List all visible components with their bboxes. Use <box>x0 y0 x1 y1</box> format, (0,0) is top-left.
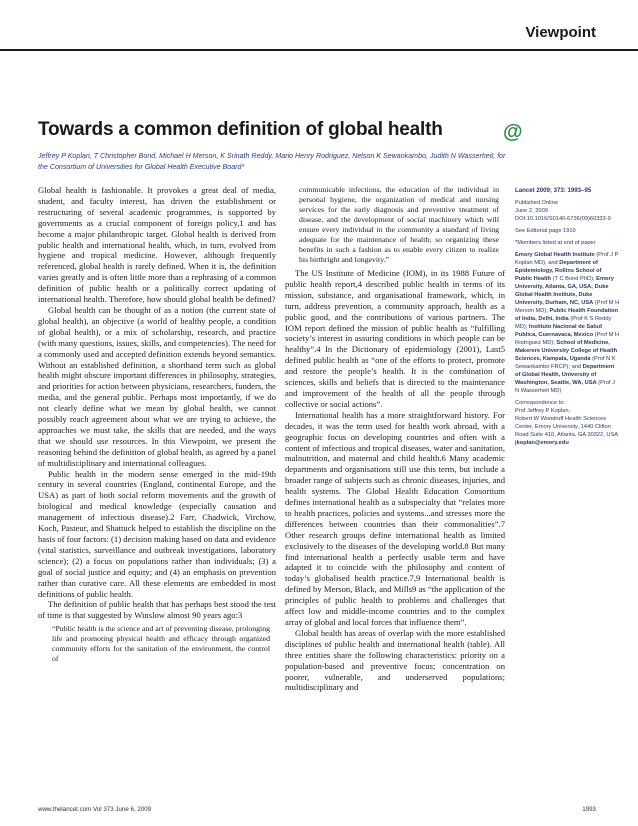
header-rule <box>0 49 638 51</box>
correspondence-label: Correspondence to: <box>515 400 565 406</box>
members-note: *Members listed at end of paper <box>515 240 596 246</box>
footer-journal-info: www.thelancet.com Vol 373 June 6, 2009 <box>38 806 152 813</box>
article-title: Towards a common definition of global health <box>38 119 443 140</box>
published-online-label: Published Online <box>515 200 559 206</box>
paragraph: Global health can be thought of as a notion (the current state of global health), an objective (a world of healthy people, a condition of global health), or a mix of scholarship, research, and practice (with many questions, issues, skills, and competencies). The need for a commonly used and accepted definition extends beyond semantics. Without an established definition, a shorthand term such as global health might obscure important differences in philosophy, strategies, and priorities for action between physicians, researchers, funders, the media, and the general public. Perhaps most importantly, if we do not clearly define what we mean by global health, we cannot possibly reach agreement about what we are trying to achieve, the approaches we must take, the skills that are needed, and the ways that we should use resources. In this Viewpoint, we present the reasoning behind the definition of global health, as agreed by a panel of multidisciplinary and international colleagues. <box>38 304 276 468</box>
paragraph: The US Institute of Medicine (IOM), in its 1988 Future of public health report,4 described public health in terms of its mission, substance, and organisational framework, which, in turn, address prevention, a community approach, health as a public good, and the contributions of various partners. The IOM report defined the mission of public health as “fulfilling society’s interest in assuring conditions in which people can be healthy”.4 In the Dictionary of epidemiology (2001), Last5 defined public health as “one of the efforts to protect, promote and restore the people’s health. It is the combination of sciences, skills and beliefs that is directed to the maintenance and improvement of the health of all the people through collective or social actions”. <box>285 268 505 409</box>
paragraph: The definition of public health that has perhaps best stood the test of time is that suggested by Winslow almost 90 years ago:3 <box>38 599 276 621</box>
paragraph: Global health has areas of overlap with the more established disciplines of public health and international health (table). All three entities share the following characteristics: priority on a population-based and preventive focus; concentration on poorer, vulnerable, and underserved populations; multidisciplinary and <box>285 627 505 693</box>
page-number: 1993 <box>582 806 596 813</box>
online-first-icon: @ <box>503 121 523 143</box>
paragraph: Public health in the modern sense emerged in the mid-19th century in several countries (England, continental Europe, and the USA) as part of both social reform movements and the growth of biological and medical knowledge (especially causation and management of infectious disease).2 Farr, Chadwick, Virchow, Koch, Pasteur, and Shattuck helped to establish the discipline on the basis of four factors: (1) decision making based on data and evidence (vital statistics, surveillance and outbreak investigations, laboratory science); (2) a focus on populations rather than individuals; (3) a goal of social justice and equity; and (4) an emphasis on prevention rather than curative care. All these elements are embedded in most definitions of public health. <box>38 468 276 599</box>
article-sidebar <box>515 187 620 447</box>
doi-link[interactable]: DOI:10.1016/S0140-6736(09)60332-9 <box>515 216 611 222</box>
paragraph: Global health is fashionable. It provokes a great deal of media, student, and faculty interest, has driven the establishment or restructuring of several academic programmes, is supported by governments as a crucial component of foreign policy,1 and has become a major philanthropic target. Global health is derived from public health and international health, which, in turn, evolved from hygiene and tropical medicine. However, although frequently referenced, global health is rarely defined. When it is, the definition varies greatly and is often little more than a rephrasing of a common definition of public health or a politically correct updating of international health. Therefore, how should global health be defined? <box>38 185 276 305</box>
published-date: June 2, 2009 <box>515 208 548 214</box>
affiliations: Emory Global Health Institute (Prof J P Koplan MD), and Department of Epidemiology, Rollins School of Public Health (T C Bond PhD), Emory University, Atlanta, GA, USA; Duke Global Health Institute, Duke University, Durham, NC, USA (Prof M H Merson MD); Public Health Foundation of India, Delhi, India (Prof K S Reddy MD); Instituto Nacional de Salud Publica, Cuernavaca, Mexico (Prof M H Rodriguez MD); School of Medicine, Makerere University College of Health Sciences, Kampala, Uganda (Prof N K Sewankambo FRCP); and Department of Global Health, University of Washington, Seattle, WA, USA (Prof J N Wasserheit MD) <box>515 252 620 394</box>
author-list: Jeffrey P Koplan, T Christopher Bond, Michael H Merson, K Srinath Reddy, Mario Henry Rodriguez, Nelson K Sewankambo, Judith N Wasserheit, for the Consortium of Universities for Global Health Executive Board* <box>38 152 506 171</box>
paragraph: International health has a more straightforward history. For decades, it was the term used for health work abroad, with a geographic focus on developing countries and often with a content of infectious and tropical diseases, water and sanitation, malnutrition, and maternal and child health.6 Many academic departments and organisations still use this term, but include a broader range of subjects such as chronic diseases, injuries, and health systems. The Global Health Education Consortium defines international health as a subspecialty that “relates more to health practices, policies and systems...and stresses more the differences between countries than their commonalities”.7 Other research groups define international health as limited exclusively to the diseases of the developing world.8 But many find international health a perfectly usable term and have adapted it to coincide with the philosophy and content of today’s globalised health practice.7,9 International health is defined by Merson, Black, and Mills9 as “the application of the principles of public health to problems and challenges that affect low and middle-income countries and to the complex array of global and local forces that influence them”. <box>285 409 505 627</box>
see-editorial-link[interactable]: See Editorial page 1919 <box>515 228 576 234</box>
block-quote: “Public health is the science and art of preventing disease, prolonging life and promoting physical health and efficacy through organized community efforts for the sanitation of the environment, the control of <box>52 624 270 664</box>
email-link[interactable]: jkoplan@emory.edu <box>515 440 569 446</box>
section-label: Viewpoint <box>525 24 596 41</box>
block-quote: communicable infections, the education of the individual in personal hygiene, the organization of medical and nursing services for the early diagnosis and preventive treatment of disease, and the development of social machinery which will ensure every individual in the community a standard of living adequate for the maintenance of health; so organizing these benefits in such a fashion as to enable every citizen to realize his birthright and longevity.” <box>299 185 499 264</box>
body-column-1 <box>38 185 276 667</box>
journal-citation: Lancet 2009; 373: 1993–95 <box>515 187 592 194</box>
correspondence-name: Prof Jeffrey P Koplan, <box>515 408 571 414</box>
body-column-2 <box>285 185 505 693</box>
correspondence-address: Robert W Woodruff Health Sciences Center, Emory University, 1440 Clifton Road Suite 410, Atlanta, GA 30322, USA <box>515 416 619 438</box>
